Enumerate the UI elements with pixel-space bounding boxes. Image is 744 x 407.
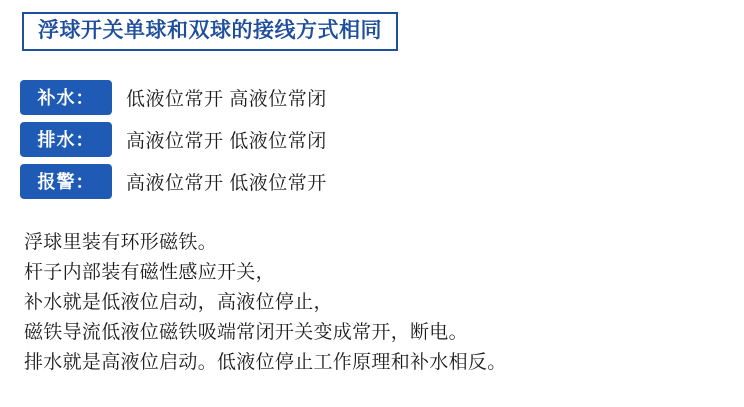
status-badge: 排水： xyxy=(20,122,112,157)
note-line: 杆子内部装有磁性感应开关， xyxy=(24,262,275,283)
page-title: 浮球开关单球和双球的接线方式相同 xyxy=(38,19,382,42)
note-line: 磁铁导流低液位磁铁吸端常闭开关变成常开，断电。 xyxy=(24,322,468,343)
mode-description: 高液位常开 低液位常开 xyxy=(126,172,327,194)
status-badge: 报警： xyxy=(20,164,112,199)
mode-description: 低液位常开 高液位常闭 xyxy=(126,88,327,110)
note-line: 浮球里装有环形磁铁。 xyxy=(24,232,218,253)
mode-row-drainage xyxy=(20,120,720,158)
note-line: 补水就是低液位启动，高液位停止， xyxy=(24,292,333,313)
note-line: 排水就是高液位启动。低液位停止工作原理和补水相反。 xyxy=(24,352,507,373)
title-block xyxy=(22,12,398,51)
status-badge: 补水： xyxy=(20,80,112,115)
mode-list xyxy=(20,78,720,204)
notes-block xyxy=(24,228,734,378)
title-box xyxy=(22,12,398,51)
mode-row-water-supply xyxy=(20,78,720,116)
mode-row-alarm xyxy=(20,162,720,200)
mode-description: 高液位常开 低液位常闭 xyxy=(126,130,327,152)
